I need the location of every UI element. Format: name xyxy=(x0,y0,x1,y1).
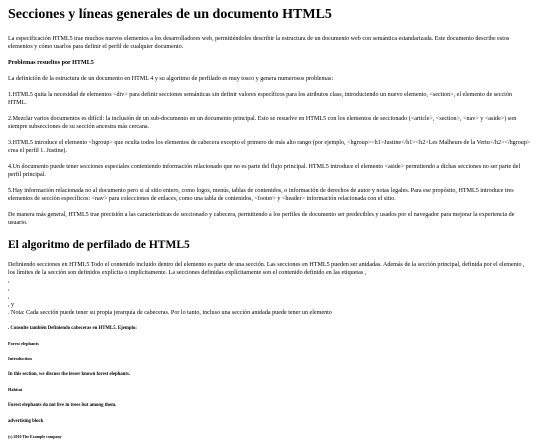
list-line: , y xyxy=(8,302,15,308)
list-line: , xyxy=(8,294,10,300)
example-line: advertising block xyxy=(8,419,44,424)
list-line: , xyxy=(8,286,10,292)
example-line: In this section, we discuss the lesser known forest elephants. xyxy=(8,372,131,377)
example-line: Forest elephants xyxy=(8,341,39,346)
problems-heading: Problemas resueltos por HTML5 xyxy=(8,60,94,66)
list-line: , xyxy=(8,278,10,284)
example-line: (c) 2010 The Example company xyxy=(8,434,62,439)
example-line: Forest elephants do not live in trees but among them. xyxy=(8,403,117,408)
example-line: Introduction xyxy=(8,356,32,361)
note-paragraph: . Nota: Cada sección puede tener su propia jerarquía de cabeceras. Por lo tanto, incluso una sección anidada puede tener un elemento xyxy=(8,310,332,316)
example-heading: . Consulte también Definiendo cabeceras en HTML5. Ejemplo: xyxy=(8,326,137,331)
problem-item-5: 5.Hay información relacionada no al documento pero si al sitio entero, como logos, menús, tablas de contenidos, o información de derechos de autor y notas legales. Para ese propósito, HTML5 introduce tres elementos de sección específicos: <nav> para colecciones de enlaces, como una tabla de contenidos, <footer> y <header> información relacionada con el sitio. xyxy=(8,188,514,202)
algorithm-paragraph: Definiendo secciones en HTML5 Todo el contenido incluido dentro del elemento es parte de una sección. Las secciones en HTML5 pueden ser anidadas. Además de la sección principal, definida por el elemento , los límites de la sección son definidos explícita o implícitamente. La secciones definidas explícitamente son el contenido definido en las etiquetas , xyxy=(8,262,525,276)
algorithm-heading: El algoritmo de perfilado de HTML5 xyxy=(8,239,190,251)
problems-intro: La definición de la estructura de un documento en HTML 4 y su algoritmo de perfilado es muy tosco y genera numerosos problemas: xyxy=(8,76,334,82)
page-title: Secciones y líneas generales de un documento HTML5 xyxy=(8,7,332,22)
problem-item-1: 1.HTML5 quita la necesidad de elementos <div> para definir secciones semánticas sin definir valores específicos para los atributos class, introduciendo un nuevo elemento, <section>, el elemento de sección HTML. xyxy=(8,92,512,106)
problem-item-4: 4.Un documento puede tener secciones especiales conteniendo información relacionado que no es parte del flujo principal. HTML5 introduce el elemento <aside> permitiendo a dichas secciones no ser parte del perfil principal. xyxy=(8,164,521,178)
problem-item-3: 3.HTML5 introduce el elemento <hgroup> que oculta todos los elementos de cabecera excepto el primero de más alto rango (por ejemplo, <hgroup><h1>Justine</h1><h2>Les Malheurs de la Vertu</h2></hgroup> crea el perfil 1. Justine). xyxy=(8,140,531,154)
problems-summary: De manera más general, HTML5 trae precisión a las características de seccionado y cabecera, permitiendo a los perfiles de documento ser predecibles y usados por el navegador para mejorar la experiencia de usuario. xyxy=(8,212,515,226)
example-line: Habitat xyxy=(8,387,23,392)
intro-paragraph: La especificación HTML5 trae muchos nuevos elementos a los desarrolladores web, permitiéndoles describir la estructura de un documento web con semántica estandarizada. Este documento describe estos elementos y cómo usarlos para definir el perfil de cualquier documento. xyxy=(8,36,510,50)
problem-item-2: 2.Mezclar varios documentos es difícil: la inclusión de un sub-documento en un documento principal. Esto se resuelve en HTML5 con los elementos de seccionado (<article>, <section>, <nav> y <aside>) son siempre subsecciones de su sección ancestra más cercana. xyxy=(8,116,517,130)
